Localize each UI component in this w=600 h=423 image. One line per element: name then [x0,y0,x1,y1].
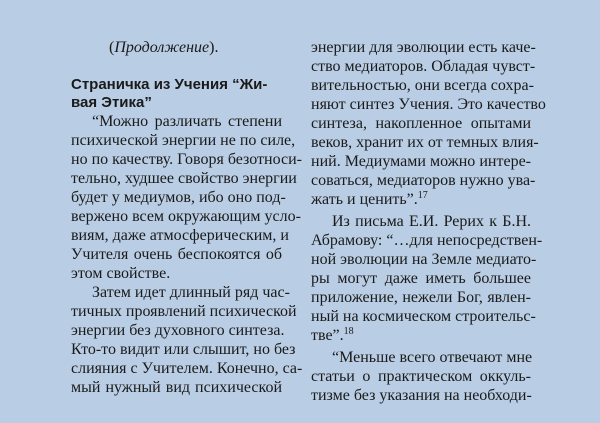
text-line: синтеза, накопленное опытами [311,115,531,132]
text-line: мый нужный вид психической [71,379,282,396]
text-line: веков, хранит их от темных влия- [311,134,539,151]
text-line: ры могут даже иметь большее [311,270,531,287]
text-line: ство медиаторов. Обладая чувст- [311,58,536,75]
continued-note: (Продолжение). [109,39,219,56]
text-line: вержено всем окружающим усло- [71,208,301,225]
text-line: виям, даже атмосферическим, и [71,227,289,244]
text-line: статьи о практическом оккуль- [311,368,531,385]
text-line: Кто-то видит или слышит, но без [71,341,296,358]
text-line: энергии для эволюции есть каче- [311,39,536,56]
text-line: Абрамову: “…для непосредствен- [311,232,543,249]
footnote-marker: 18 [343,326,354,337]
text-line: тизме без указания на необходи- [311,387,532,404]
text-line: энергии без духовного синтеза. [71,322,285,339]
text-line: “Можно различать степени [92,113,282,130]
footnote-marker: 17 [417,190,428,201]
section-heading-line-1: Страничка из Учения “Жи- [71,76,268,93]
text-line: соваться, медиаторов нужно ува- [311,172,536,189]
text-line: ной эволюции на Земле медиато- [311,251,537,268]
text-line: этом свойстве. [71,265,171,282]
text-line [311,190,531,209]
text-line-content: жать и ценить”. [311,191,418,208]
text-line: Учителя очень беспокоятся об [71,246,282,263]
text-line: психической энергии не по силе, [71,132,296,149]
text-line: “Меньше всего отвечают мне [332,349,533,366]
continued-label: Продолжение [114,39,210,56]
text-line: но по качеству. Говоря безотноси- [71,151,302,168]
text-line [311,326,531,345]
text-line: приложение, нежели Бог, явлен- [311,289,531,306]
text-line: Из письма Е.И. Рерих к Б.Н. [332,213,531,230]
text-line: вительностью, они всегда сохра- [311,77,534,94]
text-line: няют синтез Учения. Это качество [311,96,546,113]
text-line: тельно, худшее свойство энергии [71,170,297,187]
section-heading-line-2: вая Этика” [71,94,152,111]
text-line-content: тве”. [311,327,344,344]
text-line: ний. Медиумами можно интере- [311,153,531,170]
text-line: слияния с Учителем. Конечно, са- [71,360,303,377]
text-line: тичных проявлений психической [71,303,297,320]
text-line: будет у медиумов, ибо оно под- [71,189,286,206]
text-line: ный на космическом строительс- [311,308,536,325]
text-line: Затем идет длинный ряд час- [92,284,290,301]
